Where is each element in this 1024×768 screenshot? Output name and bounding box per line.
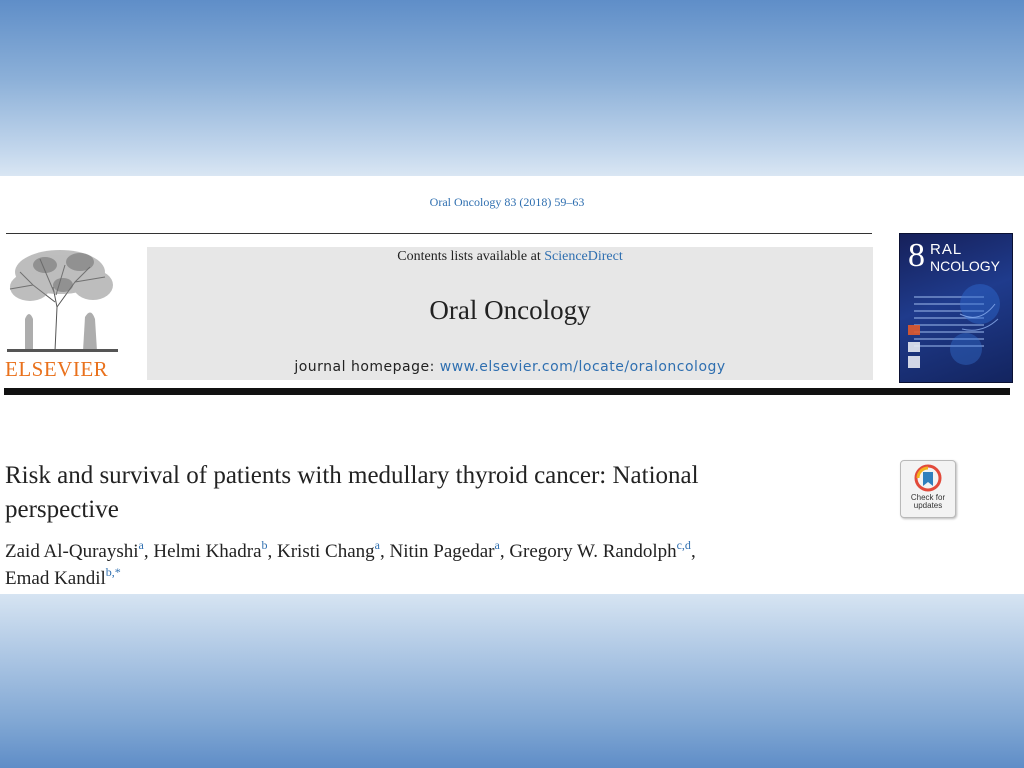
- author-name[interactable]: Kristi Chang: [277, 541, 375, 562]
- author-name[interactable]: Nitin Pagedar: [389, 541, 495, 562]
- crossmark-icon: [914, 464, 942, 494]
- article-title[interactable]: [5, 459, 845, 527]
- top-divider: [6, 233, 872, 234]
- affiliation-marker[interactable]: a: [138, 538, 144, 552]
- journal-masthead: [147, 247, 873, 380]
- author-name[interactable]: Emad Kandil: [5, 568, 106, 589]
- check-label-line1: Check for: [910, 493, 946, 502]
- contents-prefix: Contents lists available at: [397, 249, 545, 264]
- elsevier-tree-logo-icon: [5, 247, 120, 355]
- affiliation-marker[interactable]: a: [494, 538, 500, 552]
- author-line-1: [5, 538, 865, 565]
- article-title-line2: perspective: [5, 496, 119, 523]
- cover-title-line2: NCOLOGY: [930, 258, 1001, 274]
- homepage-label: journal homepage:: [294, 359, 440, 375]
- author-separator: ,: [499, 541, 510, 562]
- affiliation-marker[interactable]: a: [374, 538, 380, 552]
- check-for-updates-button[interactable]: [900, 460, 956, 518]
- author-name[interactable]: Helmi Khadra: [153, 541, 262, 562]
- author-separator: ,: [267, 541, 277, 562]
- article-title-line1: Risk and survival of patients with medullary thyroid cancer: National: [5, 462, 699, 489]
- check-label-line2: updates: [913, 501, 943, 510]
- journal-name: Oral Oncology: [429, 295, 591, 325]
- author-list: [5, 538, 865, 592]
- journal-cover-thumbnail[interactable]: [899, 233, 1013, 383]
- article-header-page: [0, 176, 1024, 594]
- affiliation-marker[interactable]: b,*: [105, 565, 121, 579]
- background-gradient-top: [0, 0, 1024, 176]
- cover-number: 8: [908, 237, 925, 274]
- elsevier-wordmark: ELSEVIER: [5, 357, 109, 381]
- check-for-updates-label: [901, 494, 955, 510]
- author-separator: ,: [143, 541, 154, 562]
- homepage-link[interactable]: www.elsevier.com/locate/oraloncology: [439, 359, 726, 375]
- header-thick-divider: [4, 388, 1010, 395]
- journal-citation[interactable]: Oral Oncology 83 (2018) 59–63: [429, 195, 585, 209]
- journal-homepage-line: [147, 359, 873, 375]
- author-line-2: [5, 565, 865, 592]
- cover-title-line1: RAL: [930, 241, 963, 258]
- elsevier-logo[interactable]: [5, 247, 120, 380]
- author-separator: ,: [690, 541, 696, 562]
- affiliation-marker[interactable]: b: [261, 538, 268, 552]
- author-name[interactable]: Gregory W. Randolph: [509, 541, 677, 562]
- contents-lists-line: [147, 249, 873, 265]
- author-name[interactable]: Zaid Al-Qurayshi: [5, 541, 139, 562]
- cover-dna-icon: [900, 234, 1012, 382]
- background-gradient-bottom: [0, 594, 1024, 768]
- author-separator: ,: [379, 541, 390, 562]
- affiliation-marker[interactable]: c,d: [676, 538, 691, 552]
- sciencedirect-link[interactable]: ScienceDirect: [544, 249, 623, 264]
